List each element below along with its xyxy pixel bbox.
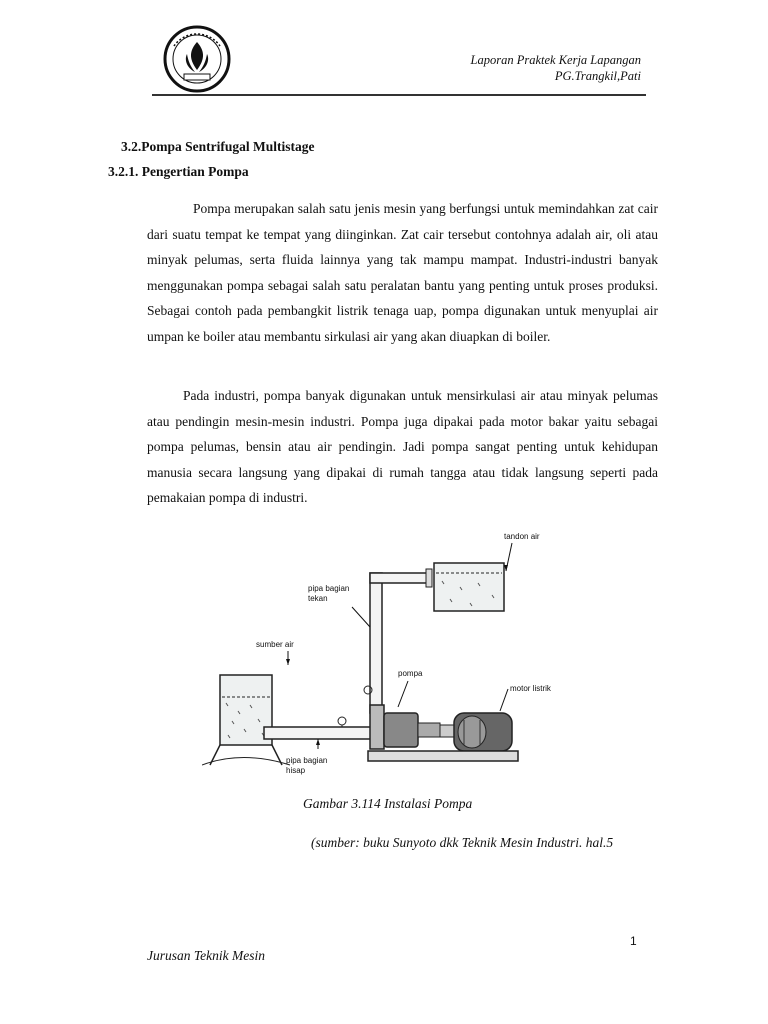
label-sumber: sumber air — [256, 640, 294, 649]
label-tandon: tandon air — [504, 532, 540, 541]
pump — [370, 705, 440, 749]
label-pipa-hisap-1: pipa bagian — [286, 756, 328, 765]
figure-caption: Gambar 3.114 Instalasi Pompa — [303, 796, 473, 811]
institution-logo — [160, 24, 234, 94]
label-pipa-hisap-2: hisap — [286, 766, 306, 775]
pump-base — [368, 751, 518, 761]
pump-installation-diagram — [202, 525, 582, 780]
label-pompa: pompa — [398, 669, 423, 678]
section-heading: 3.2.Pompa Sentrifugal Multistage — [121, 139, 315, 154]
paragraph-1: Pompa merupakan salah satu jenis mesin yang berfungsi untuk memindahkan zat cair dari suatu tempat ke tempat yang diinginkan. Zat cair tersebut contohnya adalah air, oli atau minyak pelumas, serta fluida lainnya yang tak mampu mampat. Industri-industri banyak menggunakan pompa sebagai salah satu peralatan bantu yang penting untuk proses produksi. Sebagai contoh pada pembangkit listrik tenaga uap, pompa digunakan untuk menyuplai air umpan ke boiler atau membantu sirkulasi air yang akan diuapkan di boiler. — [147, 201, 658, 344]
source-tank — [202, 675, 290, 765]
header-line-2: PG.Trangkil,Pati — [554, 69, 641, 83]
document-header — [471, 52, 641, 84]
subsection-heading: 3.2.1. Pengertian Pompa — [108, 164, 249, 179]
document-footer: Jurusan Teknik Mesin — [147, 948, 265, 963]
page-number: 1 — [630, 934, 637, 948]
storage-tank — [434, 563, 504, 611]
label-pipa-tekan-1: pipa bagian — [308, 584, 350, 593]
header-line-1: Laporan Praktek Kerja Lapangan — [470, 53, 641, 67]
label-motor: motor listrik — [510, 684, 551, 693]
electric-motor — [440, 713, 512, 751]
suction-pipe — [264, 717, 382, 739]
discharge-pipe — [364, 569, 432, 713]
paragraph-2: Pada industri, pompa banyak digunakan untuk mensirkulasi air atau minyak pelumas atau pendingin mesin-mesin industri. Pompa juga dipakai pada motor bakar yaitu sebagai pompa pelumas, bensin atau air pendingin. Jadi pompa sangat penting untuk kehidupan manusia secara langsung yang dipakai di rumah tangga atau tidak langsung seperti pada pemakaian pompa di industri. — [147, 388, 658, 505]
header-rule — [152, 94, 646, 96]
figure-source: (sumber: buku Sunyoto dkk Teknik Mesin Industri. hal.5 — [311, 835, 614, 850]
label-pipa-tekan-2: tekan — [308, 594, 328, 603]
